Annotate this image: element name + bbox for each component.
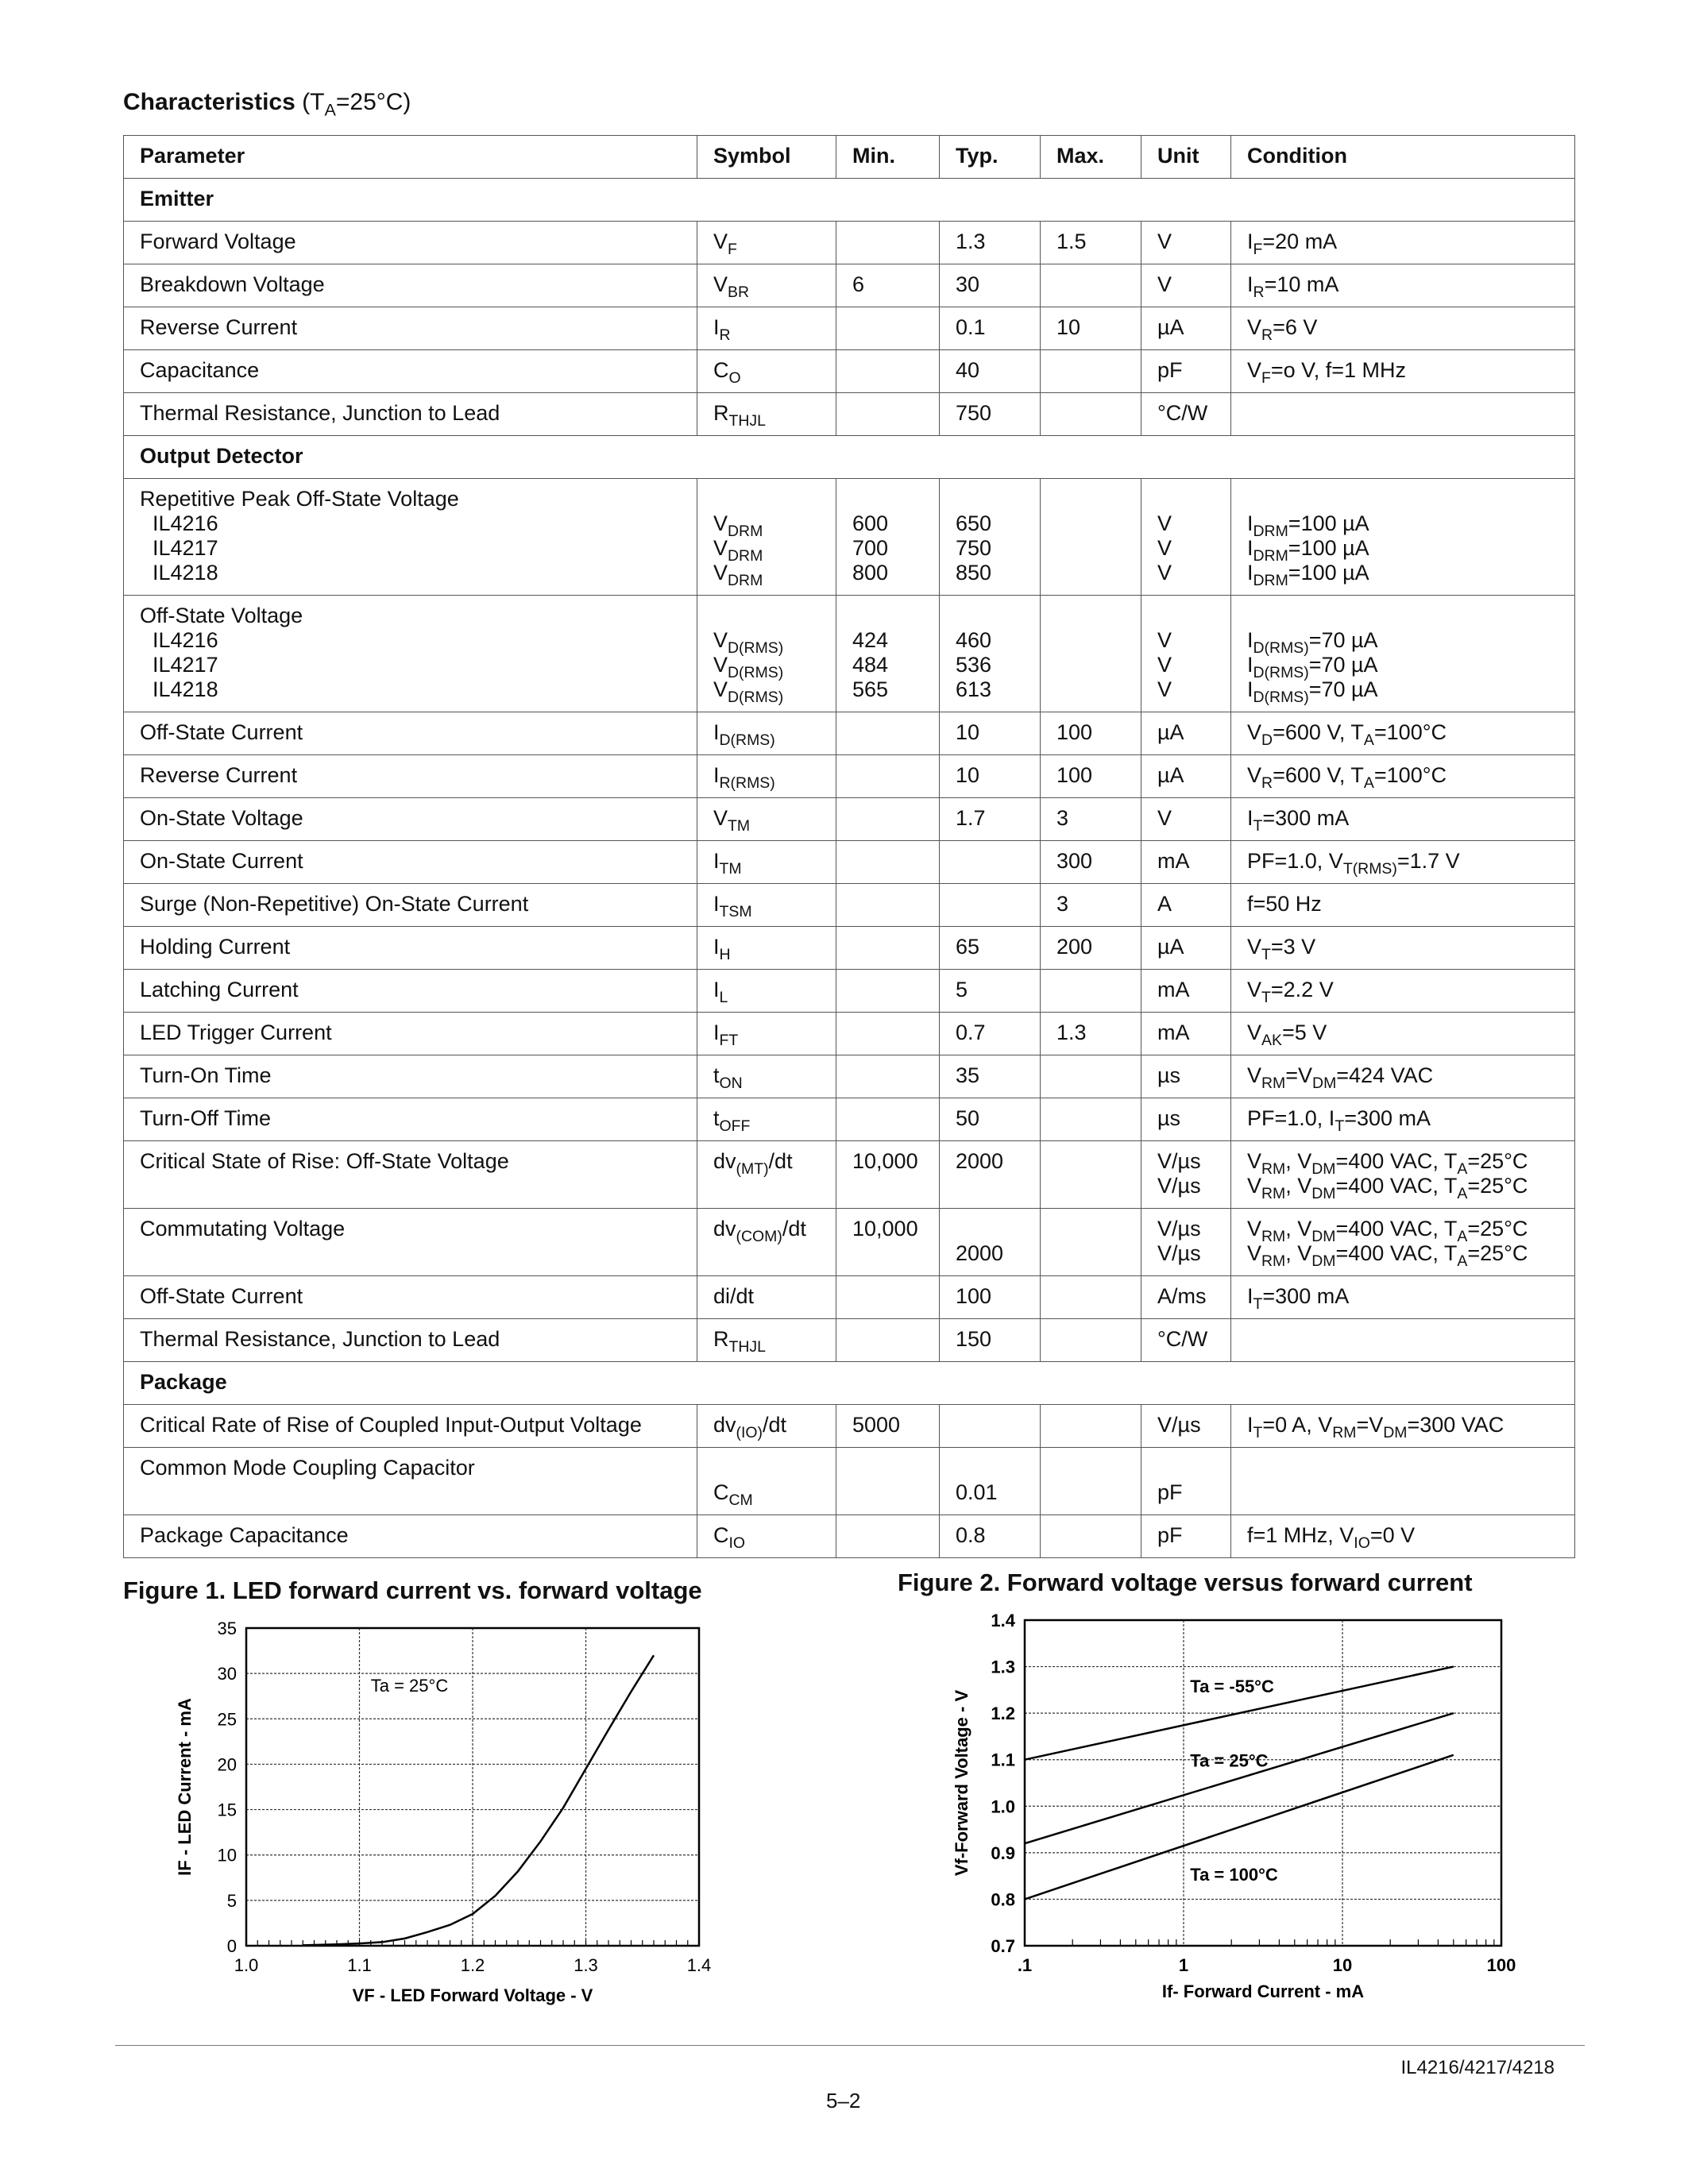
symbol-cell: $I_R$ — [697, 307, 836, 350]
figure2-chart — [945, 1604, 1549, 2017]
table-row — [124, 222, 1575, 264]
unit-cell: V V V — [1141, 596, 1231, 712]
table-row — [124, 393, 1575, 436]
condition-cell: $V_T=3$ V — [1231, 927, 1575, 970]
min-cell — [836, 927, 940, 970]
param-cell: Breakdown Voltage — [124, 264, 697, 307]
x-tick-label: 1.0 — [234, 1955, 259, 1975]
y-tick-label: 1.1 — [991, 1750, 1015, 1770]
min-cell — [836, 970, 940, 1013]
param-cell: Off-State Current — [124, 712, 697, 755]
condition-cell: f=50 Hz — [1231, 884, 1575, 927]
max-cell: 100 — [1041, 712, 1141, 755]
typ-cell: 1.3 — [940, 222, 1041, 264]
section-label: Output Detector — [124, 436, 1575, 479]
typ-cell: 2000 — [940, 1209, 1041, 1276]
figure1-title: Figure 1. LED forward current vs. forward voltage — [123, 1576, 702, 1604]
section-row — [124, 436, 1575, 479]
condition-cell: $I_R=10$ mA — [1231, 264, 1575, 307]
table-row — [124, 350, 1575, 393]
figure2-title: Figure 2. Forward voltage versus forward current — [898, 1569, 1473, 1596]
condition-cell: $I_F=20$ mA — [1231, 222, 1575, 264]
condition-cell: $I_{DRM}=100$ µA $I_{DRM}=100$ µA $I_{DRM}=100$ µA — [1231, 479, 1575, 596]
unit-cell: mA — [1141, 970, 1231, 1013]
param-cell: Surge (Non-Repetitive) On-State Current — [124, 884, 697, 927]
min-cell — [836, 307, 940, 350]
symbol-cell: $V_{TM}$ — [697, 798, 836, 841]
param-cell: Thermal Resistance, Junction to Lead — [124, 1319, 697, 1362]
unit-cell: mA — [1141, 841, 1231, 884]
condition-cell: $V_R=6$ V — [1231, 307, 1575, 350]
param-cell: Package Capacitance — [124, 1515, 697, 1558]
typ-cell: 0.7 — [940, 1013, 1041, 1055]
unit-cell: pF — [1141, 1448, 1231, 1515]
param-cell: On-State Voltage — [124, 798, 697, 841]
typ-cell: 0.01 — [940, 1448, 1041, 1515]
table-row — [124, 596, 1575, 712]
y-tick-label: 1.2 — [991, 1704, 1015, 1724]
unit-cell: V — [1141, 264, 1231, 307]
y-axis-label: Vf-Forward Voltage - V — [952, 1689, 971, 1877]
typ-cell — [940, 841, 1041, 884]
min-cell — [836, 1515, 940, 1558]
min-cell — [836, 884, 940, 927]
typ-cell — [940, 1405, 1041, 1448]
min-cell — [836, 1013, 940, 1055]
table-row — [124, 479, 1575, 596]
typ-cell: 460 536 613 — [940, 596, 1041, 712]
max-cell — [1041, 1276, 1141, 1319]
symbol-cell: $I_{D(RMS)}$ — [697, 712, 836, 755]
section-label: Package — [124, 1362, 1575, 1405]
typ-cell: 10 — [940, 755, 1041, 798]
x-tick-label: 1.3 — [574, 1955, 598, 1975]
table-row — [124, 1319, 1575, 1362]
param-cell: Thermal Resistance, Junction to Lead — [124, 393, 697, 436]
unit-cell: °C/W — [1141, 393, 1231, 436]
y-axis-label: IF - LED Current - mA — [175, 1698, 195, 1876]
typ-cell: 65 — [940, 927, 1041, 970]
table-row — [124, 1141, 1575, 1209]
characteristics-title — [123, 89, 411, 120]
typ-cell: 5 — [940, 970, 1041, 1013]
max-cell — [1041, 970, 1141, 1013]
column-header: Parameter — [124, 136, 697, 179]
max-cell — [1041, 393, 1141, 436]
unit-cell: µA — [1141, 927, 1231, 970]
unit-cell: pF — [1141, 350, 1231, 393]
column-header: Min. — [836, 136, 940, 179]
min-cell — [836, 755, 940, 798]
param-cell: Capacitance — [124, 350, 697, 393]
max-cell: 3 — [1041, 884, 1141, 927]
series-line-ta25 — [1025, 1713, 1454, 1843]
footer-part-number: IL4216/4217/4218 — [1400, 2057, 1555, 2078]
param-cell: LED Trigger Current — [124, 1013, 697, 1055]
min-cell — [836, 1098, 940, 1141]
param-cell: On-State Current — [124, 841, 697, 884]
min-cell: 424 484 565 — [836, 596, 940, 712]
column-header: Max. — [1041, 136, 1141, 179]
unit-cell: V — [1141, 222, 1231, 264]
section-label: Emitter — [124, 179, 1575, 222]
max-cell — [1041, 1405, 1141, 1448]
unit-cell: V/µs V/µs — [1141, 1209, 1231, 1276]
symbol-cell: $I_{FT}$ — [697, 1013, 836, 1055]
condition-cell — [1231, 1448, 1575, 1515]
table-row — [124, 264, 1575, 307]
param-cell: Holding Current — [124, 927, 697, 970]
param-cell: Forward Voltage — [124, 222, 697, 264]
symbol-cell: $I_H$ — [697, 927, 836, 970]
symbol-cell: $V_{BR}$ — [697, 264, 836, 307]
min-cell: 10,000 — [836, 1141, 940, 1209]
table-row — [124, 1405, 1575, 1448]
unit-cell: µA — [1141, 712, 1231, 755]
x-tick-label: 1.2 — [460, 1955, 485, 1975]
symbol-cell: $I_{R(RMS)}$ — [697, 755, 836, 798]
min-cell — [836, 798, 940, 841]
param-cell: Common Mode Coupling Capacitor — [124, 1448, 697, 1515]
max-cell — [1041, 264, 1141, 307]
typ-cell — [940, 884, 1041, 927]
max-cell — [1041, 1209, 1141, 1276]
symbol-cell: $dv_{(IO)}/dt$ — [697, 1405, 836, 1448]
min-cell — [836, 1276, 940, 1319]
unit-cell: V/µs V/µs — [1141, 1141, 1231, 1209]
condition-cell: $I_T=300$ mA — [1231, 798, 1575, 841]
max-cell — [1041, 1141, 1141, 1209]
max-cell — [1041, 1515, 1141, 1558]
typ-cell: 40 — [940, 350, 1041, 393]
param-cell: Turn-On Time — [124, 1055, 697, 1098]
footer-divider — [115, 2045, 1585, 2046]
min-cell: 600 700 800 — [836, 479, 940, 596]
symbol-cell: $I_{TM}$ — [697, 841, 836, 884]
x-tick-label: 1.1 — [347, 1955, 372, 1975]
typ-cell: 0.1 — [940, 307, 1041, 350]
series-line-ta25 — [303, 1655, 654, 1945]
param-cell: Commutating Voltage — [124, 1209, 697, 1276]
unit-cell: V — [1141, 798, 1231, 841]
table-row — [124, 1013, 1575, 1055]
column-header: Unit — [1141, 136, 1231, 179]
min-cell — [836, 841, 940, 884]
max-cell: 1.5 — [1041, 222, 1141, 264]
max-cell: 300 — [1041, 841, 1141, 884]
y-tick-label: 20 — [217, 1754, 237, 1775]
max-cell — [1041, 1448, 1141, 1515]
max-cell — [1041, 1319, 1141, 1362]
typ-cell: 0.8 — [940, 1515, 1041, 1558]
y-tick-label: 5 — [226, 1890, 237, 1911]
param-cell: Turn-Off Time — [124, 1098, 697, 1141]
max-cell — [1041, 479, 1141, 596]
table-body — [124, 179, 1575, 1558]
table-row — [124, 1055, 1575, 1098]
min-cell — [836, 1319, 940, 1362]
table-row — [124, 970, 1575, 1013]
unit-cell: µA — [1141, 755, 1231, 798]
min-cell: 10,000 — [836, 1209, 940, 1276]
label-ta-55: Ta = -55°C — [1190, 1676, 1274, 1696]
table-row — [124, 841, 1575, 884]
condition-cell: $V_{RM}=V_{DM}=424$ VAC — [1231, 1055, 1575, 1098]
min-cell — [836, 393, 940, 436]
table-row — [124, 1098, 1575, 1141]
figure1-chart — [159, 1612, 731, 2025]
param-cell: Reverse Current — [124, 307, 697, 350]
max-cell: 3 — [1041, 798, 1141, 841]
min-cell — [836, 1448, 940, 1515]
symbol-cell: $C_{IO}$ — [697, 1515, 836, 1558]
header-row — [124, 136, 1575, 179]
condition-cell: $V_{RM}$, $V_{DM}=400$ VAC, $T_A=25^\circ C$ $V_{RM}$, $V_{DM}=400$ VAC, $T_A=25^\circ C$ — [1231, 1209, 1575, 1276]
characteristics-table — [123, 135, 1575, 1558]
y-tick-label: 0.8 — [991, 1889, 1015, 1910]
y-tick-label: 1.0 — [991, 1796, 1015, 1817]
condition-cell: $V_{AK}=5$ V — [1231, 1013, 1575, 1055]
table-row — [124, 307, 1575, 350]
unit-cell: mA — [1141, 1013, 1231, 1055]
y-tick-label: 30 — [217, 1664, 237, 1684]
unit-cell: V V V — [1141, 479, 1231, 596]
y-tick-label: 25 — [217, 1709, 237, 1730]
max-cell — [1041, 1055, 1141, 1098]
min-cell: 5000 — [836, 1405, 940, 1448]
y-tick-label: 15 — [217, 1800, 237, 1820]
column-header: Symbol — [697, 136, 836, 179]
max-cell — [1041, 1098, 1141, 1141]
typ-cell: 35 — [940, 1055, 1041, 1098]
page-number: 5–2 — [826, 2089, 861, 2113]
max-cell: 100 — [1041, 755, 1141, 798]
section-row — [124, 1362, 1575, 1405]
typ-cell: 10 — [940, 712, 1041, 755]
table-row — [124, 712, 1575, 755]
condition-cell: PF=1.0, $V_{T(RMS)}=1.7$ V — [1231, 841, 1575, 884]
symbol-cell: di/dt — [697, 1276, 836, 1319]
typ-cell: 2000 — [940, 1141, 1041, 1209]
symbol-cell: $R_{THJL}$ — [697, 1319, 836, 1362]
min-cell — [836, 712, 940, 755]
y-tick-label: 1.3 — [991, 1657, 1015, 1677]
y-tick-label: 0.9 — [991, 1843, 1015, 1863]
typ-cell: 50 — [940, 1098, 1041, 1141]
typ-cell: 650 750 850 — [940, 479, 1041, 596]
unit-cell: A/ms — [1141, 1276, 1231, 1319]
unit-cell: A — [1141, 884, 1231, 927]
symbol-cell: $dv_{(COM)}/dt$ — [697, 1209, 836, 1276]
min-cell — [836, 1055, 940, 1098]
param-cell: Repetitive Peak Off-State Voltage IL4216 IL4217 IL4218 — [124, 479, 697, 596]
unit-cell: pF — [1141, 1515, 1231, 1558]
symbol-cell: $V_{D(RMS)}$ $V_{D(RMS)}$ $V_{D(RMS)}$ — [697, 596, 836, 712]
table-row — [124, 1276, 1575, 1319]
y-tick-label: 0 — [226, 1936, 237, 1956]
param-cell: Reverse Current — [124, 755, 697, 798]
condition-cell: $I_T=300$ mA — [1231, 1276, 1575, 1319]
condition-cell: $V_F=o$ V, f=1 MHz — [1231, 350, 1575, 393]
min-cell: 6 — [836, 264, 940, 307]
table-row — [124, 798, 1575, 841]
condition-cell: $V_D=600$ V, $T_A=100^\circ C$ — [1231, 712, 1575, 755]
symbol-cell: $C_O$ — [697, 350, 836, 393]
typ-cell: 750 — [940, 393, 1041, 436]
x-tick-label: 1.4 — [686, 1955, 712, 1975]
condition-cell: $V_R=600$ V, $T_A=100^\circ C$ — [1231, 755, 1575, 798]
title-bold: Characteristics — [123, 89, 295, 115]
table-row — [124, 884, 1575, 927]
param-cell: Latching Current — [124, 970, 697, 1013]
label-ta25: Ta = 25°C — [1190, 1750, 1269, 1771]
table-header — [124, 136, 1575, 179]
plot-frame — [1025, 1620, 1501, 1946]
typ-cell: 30 — [940, 264, 1041, 307]
condition-cell: PF=1.0, $I_T=300$ mA — [1231, 1098, 1575, 1141]
column-header: Typ. — [940, 136, 1041, 179]
condition-cell: f=1 MHz, $V_{IO}=0$ V — [1231, 1515, 1575, 1558]
condition-cell: $V_{RM}$, $V_{DM}=400$ VAC, $T_A=25^\circ C$ $V_{RM}$, $V_{DM}=400$ VAC, $T_A=25^\circ C$ — [1231, 1141, 1575, 1209]
unit-cell: µs — [1141, 1055, 1231, 1098]
unit-cell: µs — [1141, 1098, 1231, 1141]
unit-cell: °C/W — [1141, 1319, 1231, 1362]
x-tick-label: 10 — [1332, 1955, 1353, 1975]
condition-cell — [1231, 1319, 1575, 1362]
y-tick-label: 0.7 — [991, 1936, 1015, 1956]
y-tick-label: 1.4 — [991, 1611, 1015, 1630]
max-cell: 10 — [1041, 307, 1141, 350]
min-cell — [836, 350, 940, 393]
x-axis-label: If- Forward Current - mA — [1161, 1981, 1365, 2001]
symbol-cell: $C_{CM}$ — [697, 1448, 836, 1515]
max-cell — [1041, 596, 1141, 712]
typ-cell: 1.7 — [940, 798, 1041, 841]
max-cell — [1041, 350, 1141, 393]
unit-cell: µA — [1141, 307, 1231, 350]
x-axis-label: VF - LED Forward Voltage - V — [352, 1985, 593, 2005]
condition-cell: $I_{D(RMS)}=70$ µA $I_{D(RMS)}=70$ µA $I_{D(RMS)}=70$ µA — [1231, 596, 1575, 712]
symbol-cell: $I_{TSM}$ — [697, 884, 836, 927]
symbol-cell: $t_{OFF}$ — [697, 1098, 836, 1141]
max-cell: 1.3 — [1041, 1013, 1141, 1055]
y-tick-label: 10 — [217, 1845, 237, 1866]
typ-cell: 100 — [940, 1276, 1041, 1319]
annotation-ta: Ta = 25°C — [370, 1676, 449, 1696]
x-tick-label: 1 — [1178, 1955, 1189, 1975]
condition-cell — [1231, 393, 1575, 436]
symbol-cell: $R_{THJL}$ — [697, 393, 836, 436]
symbol-cell: $V_F$ — [697, 222, 836, 264]
table-row — [124, 927, 1575, 970]
param-cell: Off-State Voltage IL4216 IL4217 IL4218 — [124, 596, 697, 712]
table-row — [124, 755, 1575, 798]
unit-cell: V/µs — [1141, 1405, 1231, 1448]
param-cell: Critical Rate of Rise of Coupled Input-Output Voltage — [124, 1405, 697, 1448]
condition-cell: $V_T=2.2$ V — [1231, 970, 1575, 1013]
x-tick-label: .1 — [1017, 1955, 1033, 1975]
param-cell: Off-State Current — [124, 1276, 697, 1319]
column-header: Condition — [1231, 136, 1575, 179]
min-cell — [836, 222, 940, 264]
max-cell: 200 — [1041, 927, 1141, 970]
symbol-cell: $I_L$ — [697, 970, 836, 1013]
label-ta100: Ta = 100°C — [1190, 1865, 1278, 1885]
section-row — [124, 179, 1575, 222]
table-row — [124, 1515, 1575, 1558]
condition-cell: $I_T=0$ A, $V_{RM}=V_{DM}=300$ VAC — [1231, 1405, 1575, 1448]
y-tick-label: 35 — [217, 1619, 237, 1638]
typ-cell: 150 — [940, 1319, 1041, 1362]
title-condition: $(T_A=25^\circ C)$ — [302, 89, 411, 120]
table-row — [124, 1209, 1575, 1276]
symbol-cell: $t_{ON}$ — [697, 1055, 836, 1098]
symbol-cell: $dv_{(MT)}/dt$ — [697, 1141, 836, 1209]
symbol-cell: $V_{DRM}$ $V_{DRM}$ $V_{DRM}$ — [697, 479, 836, 596]
param-cell: Critical State of Rise: Off-State Voltage — [124, 1141, 697, 1209]
table-row — [124, 1448, 1575, 1515]
x-tick-label: 100 — [1486, 1955, 1516, 1975]
